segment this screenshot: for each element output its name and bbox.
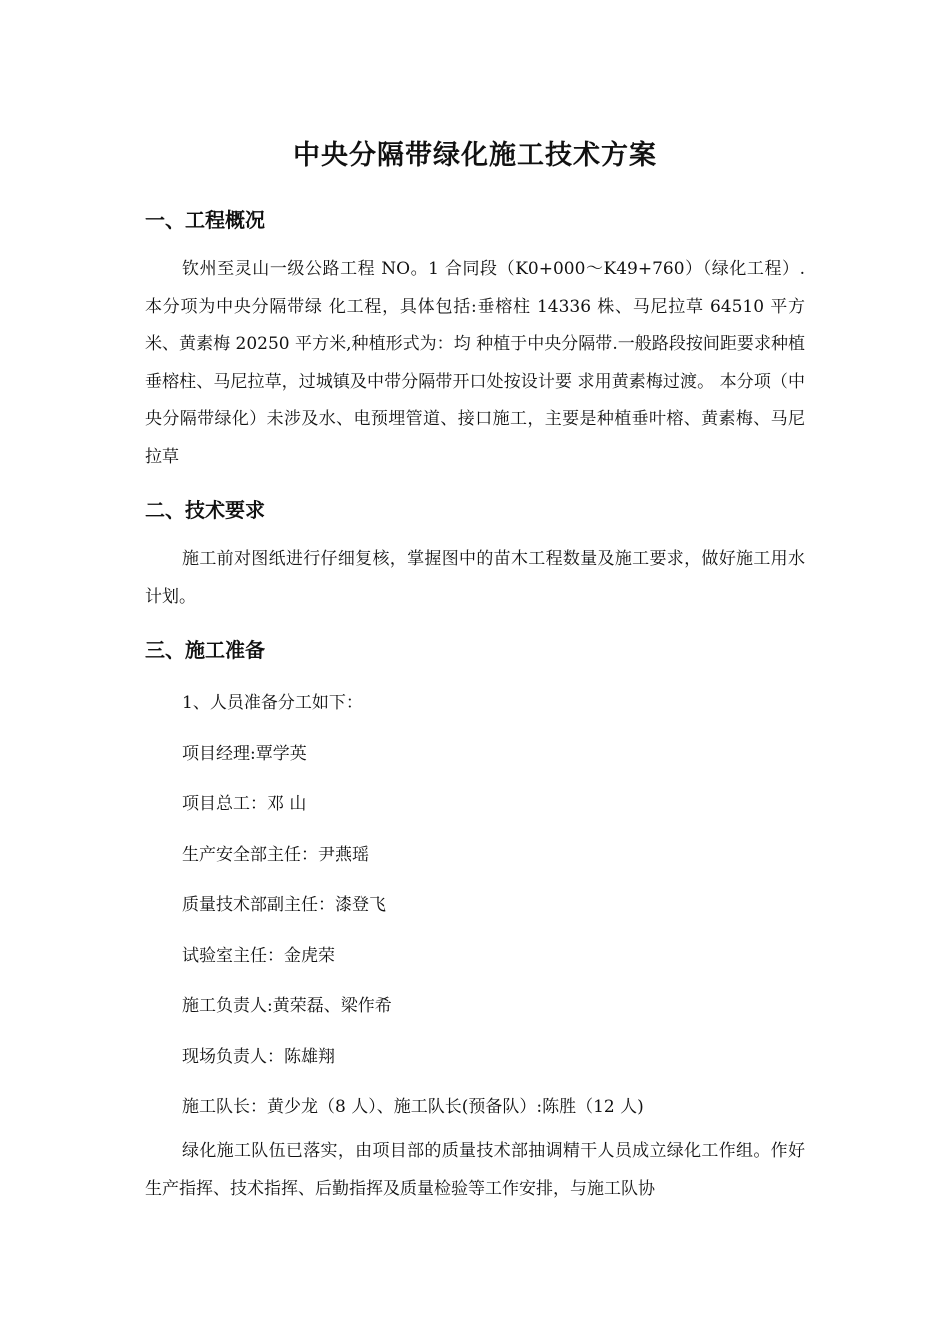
section-heading-preparation: 三、施工准备 bbox=[145, 638, 265, 662]
staff-line: 施工负责人:黄荣磊、梁作希 bbox=[182, 996, 392, 1016]
section-heading-overview: 一、工程概况 bbox=[145, 208, 265, 232]
staff-line: 项目总工：邓 山 bbox=[182, 794, 307, 814]
staff-line: 质量技术部副主任：漆登飞 bbox=[182, 895, 386, 915]
staff-line: 试验室主任：金虎荣 bbox=[182, 946, 335, 966]
staff-line: 项目经理:覃学英 bbox=[182, 744, 307, 764]
staff-line: 现场负责人：陈雄翔 bbox=[182, 1047, 335, 1067]
section-heading-requirements: 二、技术要求 bbox=[145, 498, 265, 522]
document-title: 中央分隔带绿化施工技术方案 bbox=[293, 140, 657, 171]
overview-paragraph: 钦州至灵山一级公路工程 NO。1 合同段（K0+000～K49+760）（绿化工程）.本分项为中央分隔带绿 化工程，具体包括:垂榕柱 14336 株、马尼拉草 64510 平方米、黄素梅 20250 平方米,种植形式为：均 种植于中央分隔带.一般路段按间距要求种植垂榕柱、马尼拉草，过城镇及中带分隔带开口处按设计要 求用黄素梅过渡。 本分项（中央分隔带绿化）未涉及水、电预埋管道、接口施工，主要是种植垂叶榕、黄素梅、马尼 拉草 bbox=[145, 259, 805, 467]
staff-line: 1、人员准备分工如下： bbox=[182, 693, 363, 713]
staff-line: 施工队长：黄少龙（8 人）、施工队长(预备队）:陈胜（12 人) bbox=[182, 1097, 644, 1117]
preparation-paragraph: 绿化施工队伍已落实，由项目部的质量技术部抽调精干人员成立绿化工作组。作好生产指挥、技术指挥、后勤指挥及质量检验等工作安排，与施工队协 bbox=[145, 1141, 805, 1199]
staff-line: 生产安全部主任：尹燕瑶 bbox=[182, 845, 369, 865]
requirements-paragraph: 施工前对图纸进行仔细复核，掌握图中的苗木工程数量及施工要求，做好施工用水计划。 bbox=[145, 549, 805, 607]
